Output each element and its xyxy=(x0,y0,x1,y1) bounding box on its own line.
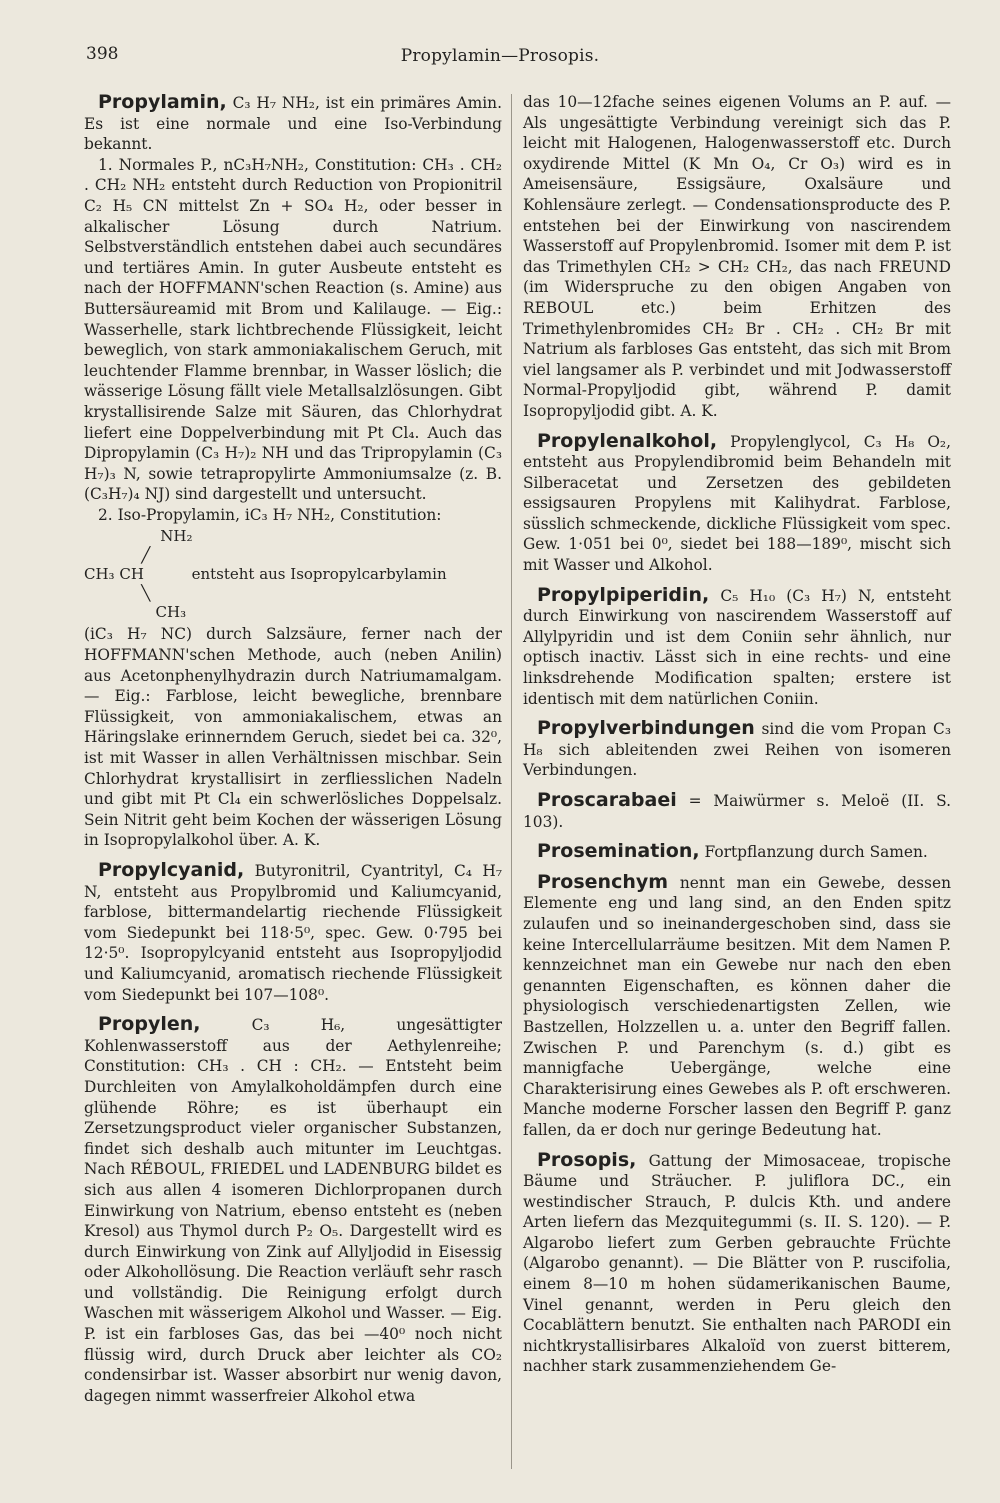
entry-normal-propylamin: 1. Normales P., nC₃H₇NH₂, Constitution: CH₃ . CH₂ . CH₂ NH₂ entsteht durch Reduction von Propionitril C₂ H₅ CN mittelst Zn + SO₄ H₂, oder besser in alkalischer Lösung durch Natrium. Selbstverständlich entstehen dabei auch secundäres und tertiäres Amin. In guter Ausbeute entsteht es nach der HOFFMANN'schen Reaction (s. Amine) aus Buttersäureamid mit Brom und Kalilauge. — Eig.: Wasserhelle, stark lichtbrechende Flüssigkeit, leicht beweglich, von stark ammoniakalischem Geruch, mit leuchtender Flamme brennbar, in Wasser löslich; die wässerige Lösung fällt viele Metallsalzlösungen. Gibt krystallisirende Salze mit Säuren, das Chlorhydrat liefert eine Doppelverbindung mit Pt Cl₄. Auch das Dipropylamin (C₃ H₇)₂ NH und das Tripropylamin (C₃ H₇)₃ N, sowie tetrapropylirte Ammoniumsalze (z. B. (C₃H₇)₄ NJ) sind dargestellt und untersucht. xyxy=(84,155,502,504)
entry-iso-propylamin-line: 2. Iso-Propylamin, iC₃ H₇ NH₂, Constitution: xyxy=(98,505,442,524)
entry-body-prosemination: Fortpflanzung durch Samen. xyxy=(704,843,928,862)
entry-proscarabaei xyxy=(523,790,951,832)
entry-body-propylen-continued: das 10—12fache seines eigenen Volums an P. auf. — Als ungesättigte Verbindung vereinigt sich das P. leicht mit Halogenen, Halogenwasserstoff etc. Durch oxydirende Mittel (K Mn O₄, Cr O₃) wird es in Ameisensäure, Essigsäure, Oxalsäure und Kohlensäure zerlegt. — Condensationsproducte des P. entstehen bei der Einwirkung von nascirendem Wasserstoff auf Propylenbromid. Isomer mit dem P. ist das Trimethylen CH₂ > CH₂ CH₂, das nach FREUND (im Widerspruche zu den obigen Angaben von REBOUL etc.) beim Erhitzen des Trimethylenbromides CH₂ Br . CH₂ . CH₂ Br mit Natrium als farbloses Gas entsteht, das sich mit Brom viel langsamer als P. verbindet und mit Jodwasserstoff Normal-Propyljodid gibt, während P. damit Isopropyljodid gibt. A. K. xyxy=(523,93,951,420)
entry-propylpiperidin xyxy=(523,585,951,710)
entry-body-propylen: C₃ H₆, ungesättigter Kohlenwasserstoff aus der Aethylenreihe; Constitution: CH₃ . CH : CH₂. — Entsteht beim Durchleiten von Amylalkoholdämpfen durch eine glühende Röhre; es ist überhaupt ein Zersetzungsproduct vieler organischer Substanzen, findet sich deshalb auch mitunter im Leuchtgas. Nach RÉBOUL, FRIEDEL und LADENBURG bildet es sich aus allen 4 isomeren Dichlorpropanen durch Einwirkung von Natrium, ebenso entsteht es (neben Kresol) aus Thymol durch P₂ O₅. Dargestellt wird es durch Einwirkung von Zink auf Allyljodid in Eisessig oder Alkohollösung. Die Reaction verläuft sehr rasch und vollständig. Die Reinigung erfolgt durch Waschen mit wässerigem Alkohol und Wasser. — Eig. P. ist ein farbloses Gas, das bei —40⁰ noch nicht flüssig wird, durch Druck aber leichter als CO₂ condensirbar ist. Wasser absorbirt nur wenig davon, dagegen nimmt wasserfreier Alkohol etwa xyxy=(84,1016,502,1405)
entry-body-propylverbindungen: sind die vom Propan C₃ H₈ sich ableitenden zwei Reihen von isomeren Verbindungen. xyxy=(523,720,951,780)
entry-head-prosemination: Prosemination, xyxy=(537,840,700,863)
column-divider xyxy=(511,94,512,1469)
entry-iso-propylamin-rest: (iC₃ H₇ NC) durch Salzsäure, ferner nach der HOFFMANN'schen Methode, auch (neben Anilin) aus Acetonphenylhydrazin durch Natriumamalgam. — Eig.: Farblose, leicht bewegliche, brennbare Flüssigkeit, von ammoniakalischem, etwas an Häringslake erinnerndem Geruch, siedet bei ca. 32⁰, ist mit Wasser in allen Verhältnissen mischbar. Sein Chlorhydrat krystallisirt in zerfliesslichen Nadeln und gibt mit Pt Cl₄ ein schwerlösliches Doppelsalz. Sein Nitrit geht beim Kochen der wässerigen Lösung in Isopropylalkohol über. A. K. xyxy=(84,625,502,850)
entry-head-propylverbindungen: Propylverbindungen xyxy=(537,717,755,740)
running-title: Propylamin—Prosopis. xyxy=(400,46,600,66)
entry-prosenchym xyxy=(523,872,951,1141)
entry-intro-propylamin: C₃ H₇ NH₂, ist ein primäres Amin. Es ist eine normale und eine Iso-Verbindung bekannt. xyxy=(84,94,502,154)
entry-prosopis xyxy=(523,1150,951,1378)
entry-head-propylcyanid: Propylcyanid, xyxy=(98,859,245,881)
entry-body-proscarabaei: = Maiwürmer s. Meloë (II. S. 103). xyxy=(523,792,951,831)
page-number: 398 xyxy=(86,44,119,64)
entry-head-propylpiperidin: Propylpiperidin, xyxy=(537,583,710,606)
left-column xyxy=(84,92,502,1406)
entry-propylverbindungen xyxy=(523,718,951,781)
entry-head-propylamin: Propylamin, xyxy=(98,91,227,113)
entry-body-prosopis: Gattung der Mimosaceae, tropische Bäume und Sträucher. P. juliflora DC., ein westindischer Strauch, P. dulcis Kth. und andere Arten liefern das Mezquitegummi (s. II. S. 120). — P. Algarobo liefert zum Gerben gebrauchte Früchte (Algarobo genannt). — Die Blätter von P. ruscifolia, einem 8—10 m hohen südamerikanischen Baume, Vinel genannt, werden in Peru gleich den Cocablättern benutzt. Sie enthalten nach PARODI ein nichtkrystallisirbares Alkaloïd von zuerst bitterem, nachher stark zusammenziehendem Ge- xyxy=(523,1151,951,1376)
right-column xyxy=(523,92,951,1377)
entry-head-propylen: Propylen, xyxy=(98,1013,201,1036)
entry-head-prosopis: Prosopis, xyxy=(537,1148,637,1171)
entry-head-propylenalkohol: Propylenalkohol, xyxy=(537,429,718,452)
entry-prosemination xyxy=(523,841,951,863)
entry-propylen xyxy=(84,1014,502,1406)
entry-propylcyanid xyxy=(84,860,502,1005)
entry-propylen-continued xyxy=(523,92,951,422)
entry-propylenalkohol xyxy=(523,431,951,576)
entry-body-propylenalkohol: Propylenglycol, C₃ H₈ O₂, entsteht aus Propylendibromid beim Behandeln mit Silberacetat und Zersetzen des gebildeten essigsauren Propylens mit Kalihydrat. Farblose, süsslich schmeckende, dickliche Flüssigkeit vom spec. Gew. 1·051 bei 0⁰, siedet bei 188—189⁰, mischt sich mit Wasser und Alkohol. xyxy=(523,432,951,575)
iso-propylamin-formula: NH₂ ╱ CH₃ CH entsteht aus Isopropylcarbylamin ╲ CH₃ xyxy=(84,527,447,622)
entry-body-propylcyanid: Butyronitril, Cyantrityl, C₄ H₇ N, entsteht aus Propylbromid und Kaliumcyanid, farblose, bittermandelartig riechende Flüssigkeit vom Siedepunkt bei 118·5⁰, spec. Gew. 0·795 bei 12·5⁰. Isopropylcyanid entsteht aus Isopropyljodid und Kaliumcyanid, aromatisch riechende Flüssigkeit vom Siedepunkt bei 107—108⁰. xyxy=(84,862,502,1004)
entry-propylamin xyxy=(84,92,502,851)
entry-head-prosenchym: Prosenchym xyxy=(537,870,669,893)
entry-body-propylpiperidin: C₅ H₁₀ (C₃ H₇) N, entsteht durch Einwirkung von nascirendem Wasserstoff auf Allylpyridin und ist dem Coniin sehr ähnlich, nur optisch inactiv. Lässt sich in eine rechts- und eine linksdrehende Modification spalten; erstere ist identisch mit dem natürlichen Coniin. xyxy=(523,586,951,708)
entry-body-prosenchym: nennt man ein Gewebe, dessen Elemente eng und lang sind, an den Enden spitz zulaufen und so ineinandergeschoben sind, dass sie keine Intercellularräume besitzen. Mit dem Namen P. kennzeichnet man ein Gewebe nur nach den eben genannten Eigenschaften, es können daher die physiologisch verschiedenartigsten Zellen, wie Bastzellen, Holzzellen u. a. unter den Begriff fallen. Zwischen P. und Parenchym (s. d.) gibt es mannigfache Uebergänge, welche eine Charakterisirung eines Gewebes als P. oft erschweren. Manche moderne Forscher lassen den Begriff P. ganz fallen, da er doch nur geringe Bedeutung hat. xyxy=(523,873,951,1139)
entry-head-proscarabaei: Proscarabaei xyxy=(537,789,677,811)
